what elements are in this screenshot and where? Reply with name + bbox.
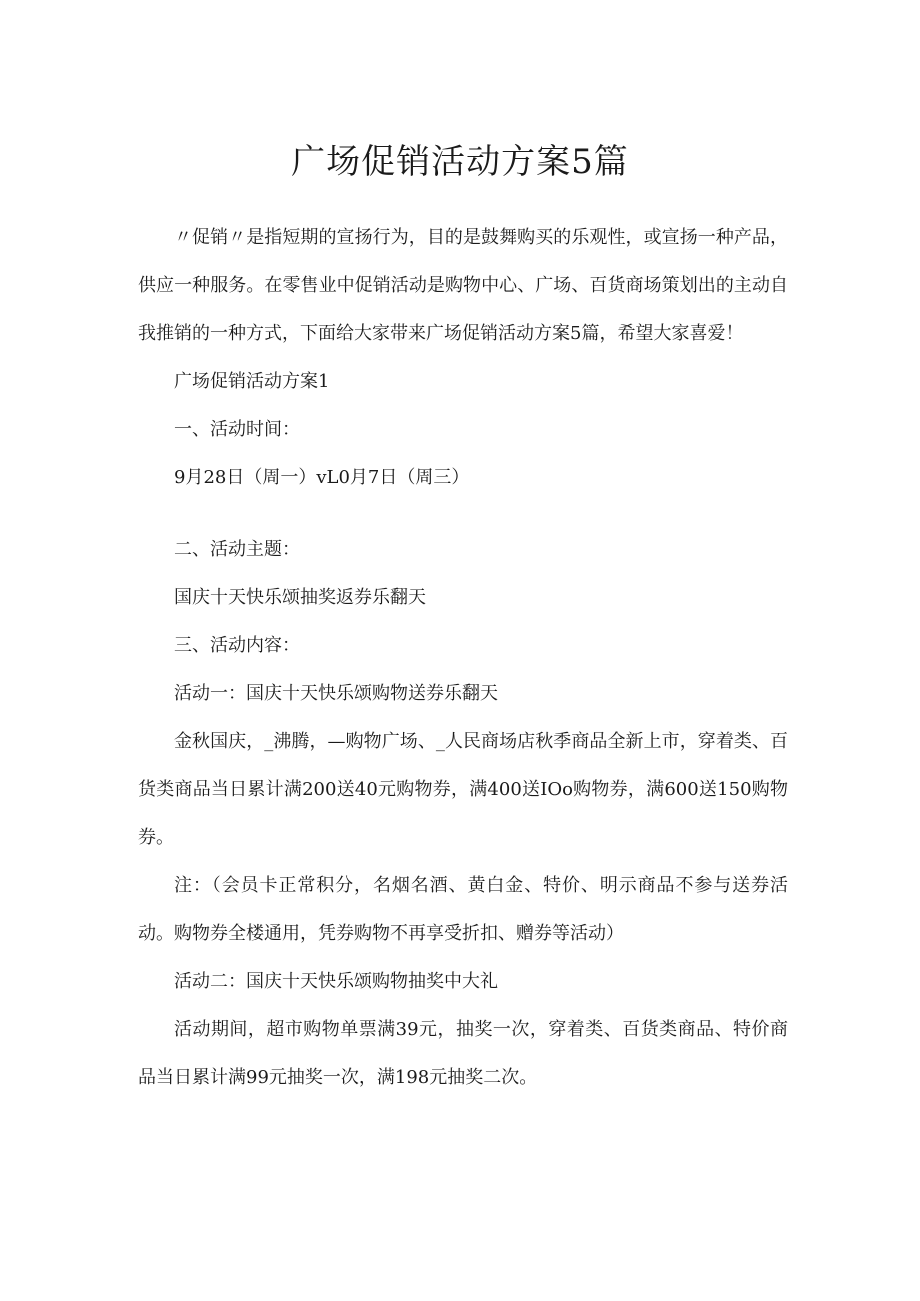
section1-heading: 一、活动时间： — [174, 419, 300, 440]
activity2-body: 活动期间，超市购物单票满39元，抽奖一次，穿着类、百货类商品、特价商品当日累计满99元抽奖一次，满198元抽奖二次。 — [138, 1019, 788, 1088]
paragraph-gap — [138, 502, 788, 526]
section1-body: 9月28日（周一）vL0月7日（周三） — [174, 467, 470, 488]
activity1-body: 金秋国庆，_沸腾，—购物广场、_人民商场店秋季商品全新上市，穿着类、百货类商品当日累计满200送40元购物券，满400送IOo购物券，满600送150购物券。 — [138, 731, 788, 848]
section3-heading: 三、活动内容： — [174, 635, 300, 656]
intro-paragraph: 〃促销〃是指短期的宣扬行为，目的是鼓舞购买的乐观性，或宣扬一种产品，供应一种服务。在零售业中促销活动是购物中心、广场、百货商场策划出的主动自我推销的一种方式，下面给大家带来广场促销活动方案5篇，希望大家喜爱！ — [138, 227, 788, 344]
activity1-heading: 活动一：国庆十天快乐颂购物送券乐翻天 — [174, 683, 498, 704]
section2-heading: 二、活动主题： — [174, 539, 300, 560]
document-body — [138, 214, 788, 1102]
section2-body: 国庆十天快乐颂抽奖返券乐翻天 — [174, 587, 426, 608]
document-title: 广场促销活动方案5篇 — [291, 142, 629, 182]
activity2-heading: 活动二：国庆十天快乐颂购物抽奖中大礼 — [174, 971, 498, 992]
activity1-note: 注：（会员卡正常积分，名烟名酒、黄白金、特价、明示商品不参与送券活动。购物券全楼通用，凭券购物不再享受折扣、赠券等活动） — [138, 875, 788, 944]
plan-heading: 广场促销活动方案1 — [174, 371, 330, 392]
